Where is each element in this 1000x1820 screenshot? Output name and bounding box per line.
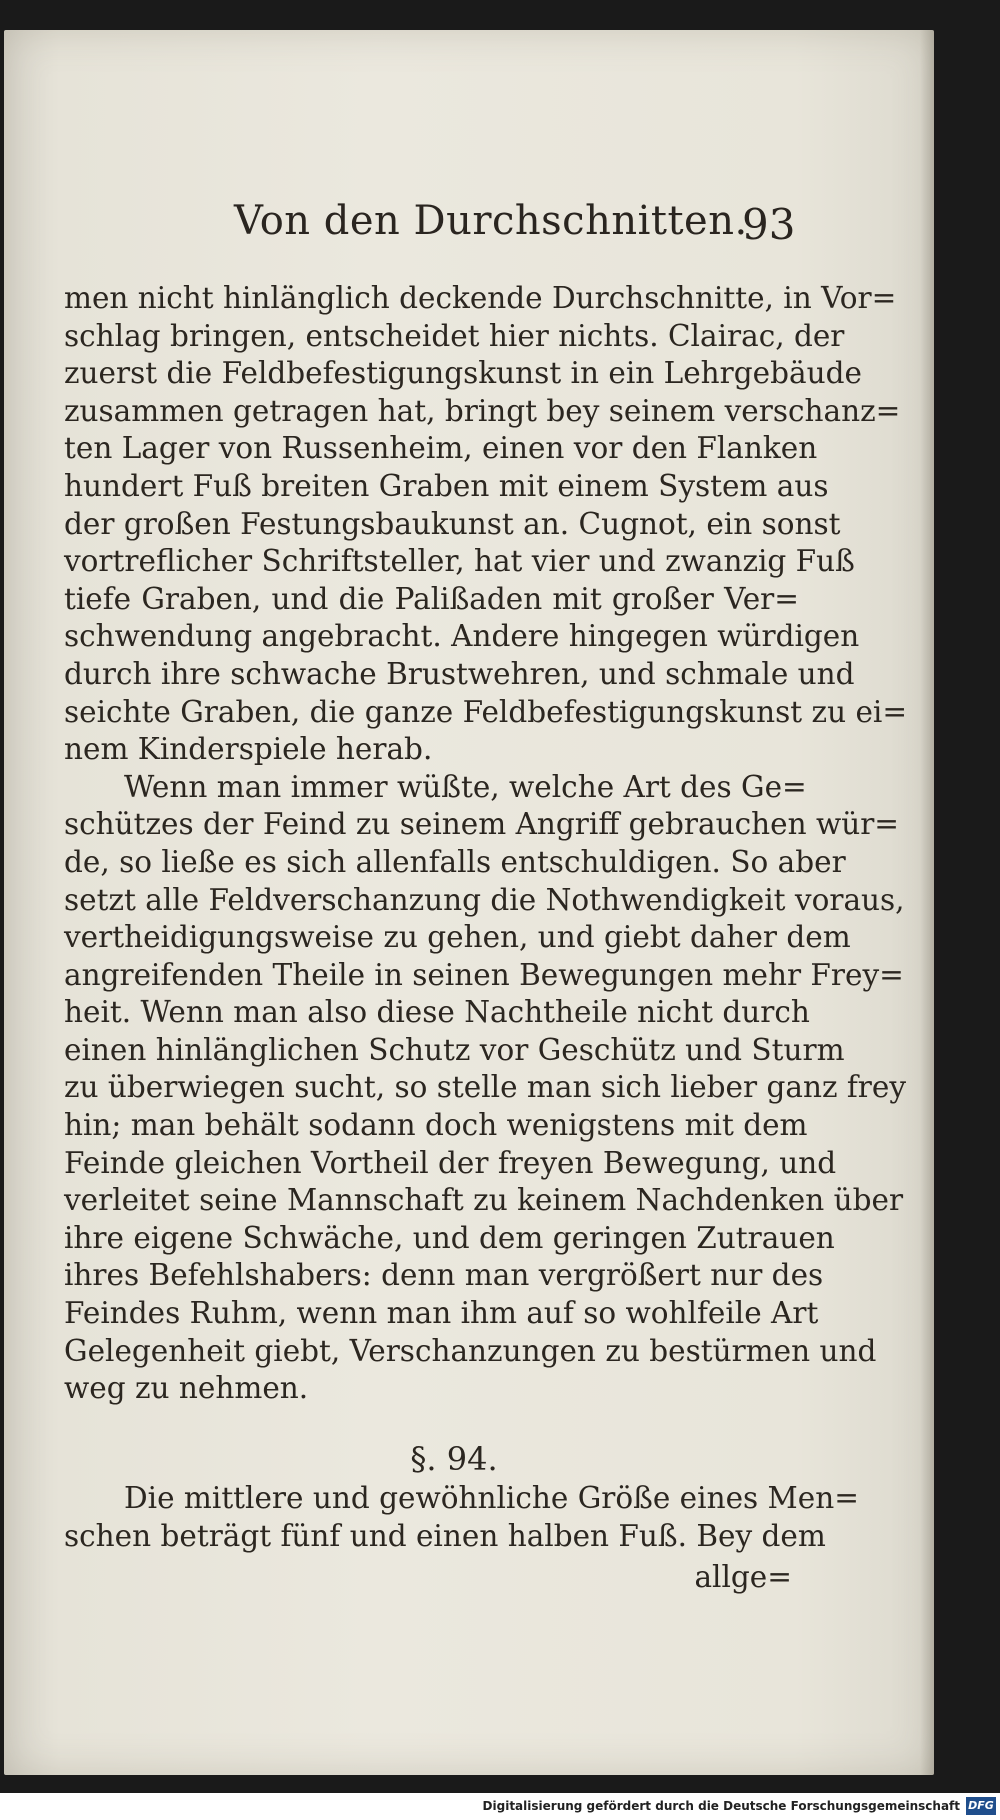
text-line: Gelegenheit giebt, Verschanzungen zu bestürmen und (64, 1333, 877, 1368)
text-line: ten Lager von Russenheim, einen vor den Flanken (64, 431, 818, 466)
footer-credit: Digitalisierung gefördert durch die Deutsche Forschungsgemeinschaft (482, 1799, 960, 1813)
text-line: nem Kinderspiele herab. (64, 732, 433, 767)
text-line: zuerst die Feldbefestigungskunst in ein Lehrgebäude (64, 356, 862, 391)
main-text-block (64, 280, 908, 1408)
text-line: seichte Graben, die ganze Feldbefestigungskunst zu ei= (64, 694, 908, 729)
running-head: Von den Durchschnitten. (234, 198, 748, 244)
text-line: verleitet seine Mannschaft zu keinem Nachdenken über (64, 1183, 904, 1218)
dfg-logo: DFG (966, 1797, 996, 1815)
text-line: schen beträgt fünf und einen halben Fuß. Bey dem (64, 1518, 826, 1553)
text-line: de, so ließe es sich allenfalls entschuldigen. So aber (64, 844, 846, 879)
page-edge-shadow (920, 30, 934, 1775)
text-line: weg zu nehmen. (64, 1371, 309, 1406)
paragraph-3 (64, 1478, 859, 1553)
text-line: ihre eigene Schwäche, und dem geringen Zutrauen (64, 1220, 835, 1255)
text-line: heit. Wenn man also diese Nachtheile nicht durch (64, 995, 810, 1030)
text-line: schützes der Feind zu seinem Angriff gebrauchen wür= (64, 807, 900, 842)
text-line: zu überwiegen sucht, so stelle man sich lieber ganz frey (64, 1070, 907, 1105)
text-line: einen hinlänglichen Schutz vor Geschütz und Sturm (64, 1032, 845, 1067)
paragraph-2 (64, 769, 907, 1408)
page-number: 93 (742, 200, 796, 249)
paragraph-1 (64, 280, 908, 769)
text-line: setzt alle Feldverschanzung die Nothwendigkeit voraus, (64, 882, 905, 917)
text-line: schlag bringen, entscheidet hier nichts. Clairac, der (64, 318, 845, 353)
book-page (4, 30, 934, 1775)
page-header (4, 178, 934, 248)
text-line: Feinde gleichen Vortheil der freyen Bewegung, und (64, 1145, 837, 1180)
section-heading-text: §. 94. (410, 1440, 498, 1478)
text-line: Feindes Ruhm, wenn man ihm auf so wohlfeile Art (64, 1296, 819, 1331)
text-line: ihres Befehlshabers: denn man vergrößert nur des (64, 1258, 824, 1293)
text-line: tiefe Graben, und die Palißaden mit großer Ver= (64, 581, 799, 616)
text-line: der großen Festungsbaukunst an. Cugnot, ein sonst (64, 506, 841, 541)
text-line: durch ihre schwache Brustwehren, und schmale und (64, 656, 855, 691)
text-line: vertheidigungsweise zu gehen, und giebt daher dem (64, 920, 851, 955)
text-line: Wenn man immer wüßte, welche Art des Ge= (124, 769, 807, 804)
text-line: schwendung angebracht. Andere hingegen würdigen (64, 619, 860, 654)
section-heading (4, 1440, 934, 1478)
text-line: zusammen getragen hat, bringt bey seinem verschanz= (64, 393, 901, 428)
text-line: hin; man behält sodann doch wenigstens mit dem (64, 1108, 808, 1143)
text-line: hundert Fuß breiten Graben mit einem System aus (64, 468, 829, 503)
digitization-footer (0, 1793, 1000, 1820)
text-line: angreifenden Theile in seinen Bewegungen mehr Frey= (64, 957, 904, 992)
text-line: Die mittlere und gewöhnliche Größe eines Men= (124, 1481, 859, 1515)
catchword: allge= (694, 1560, 792, 1594)
text-line: men nicht hinlänglich deckende Durchschnitte, in Vor= (64, 281, 897, 315)
text-line: vortreflicher Schriftsteller, hat vier und zwanzig Fuß (64, 544, 855, 579)
